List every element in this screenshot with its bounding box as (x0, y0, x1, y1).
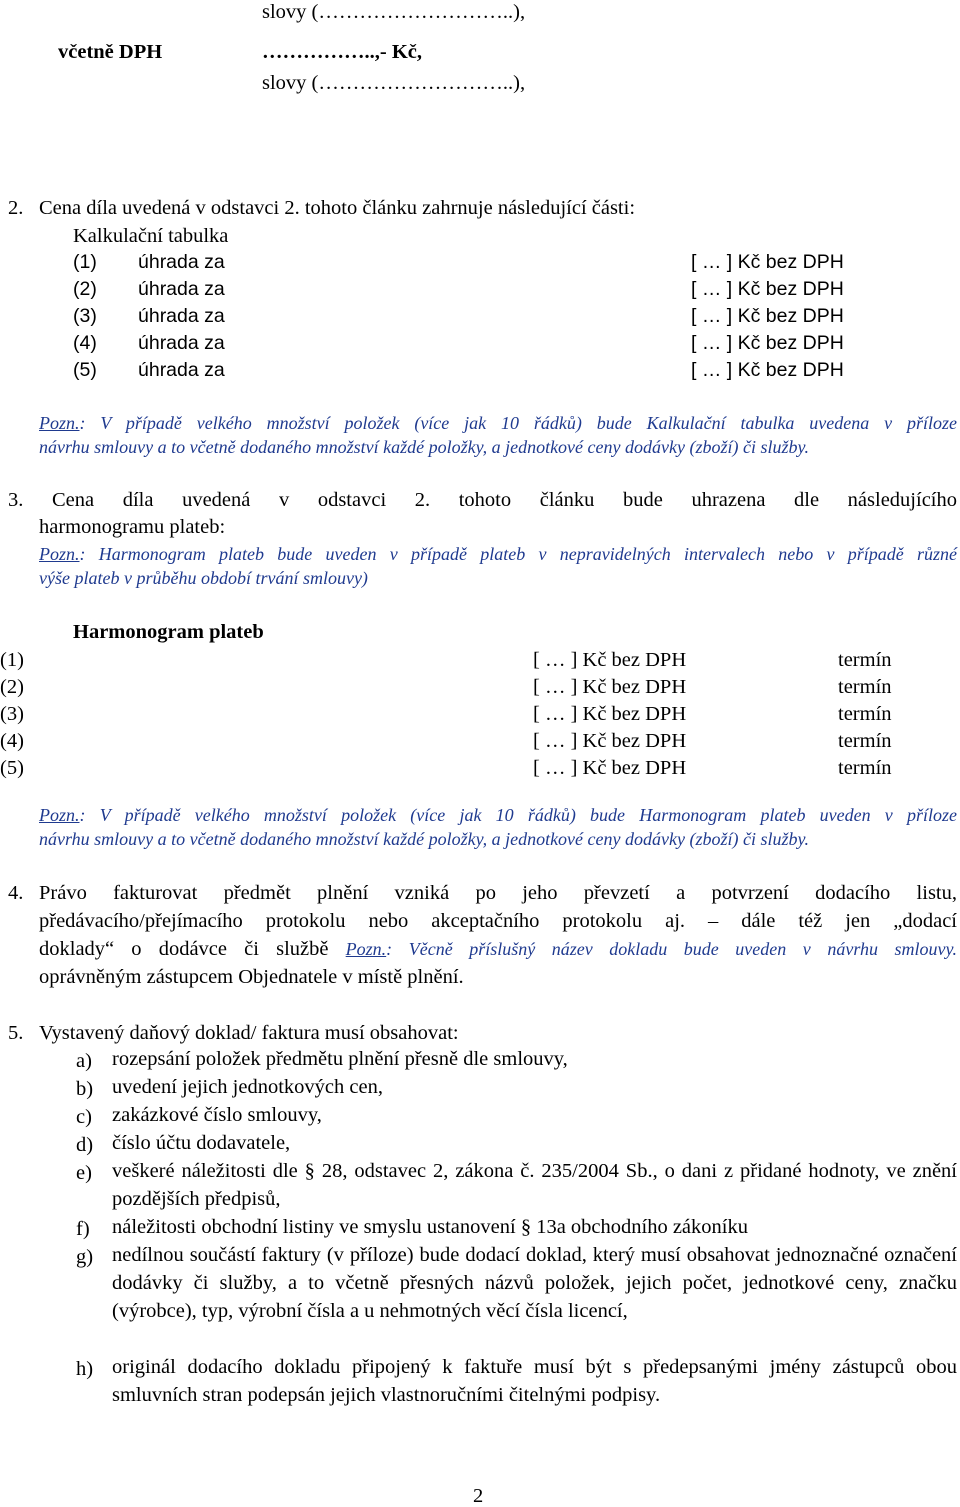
list-item-letter: f) (76, 1218, 90, 1240)
schedule-row-value: [ … ] Kč bez DPH (533, 649, 687, 671)
schedule-row-value: [ … ] Kč bez DPH (533, 730, 687, 752)
section-4-line-4: oprávněným zástupcem Objednatele v místě plnění. (39, 966, 464, 988)
schedule-row-term: termín (838, 730, 892, 752)
incl-vat-amount: ……………..,- Kč, (262, 41, 422, 63)
calc-row-value: [ … ] Kč bez DPH (691, 359, 844, 381)
calc-row-num: (2) (73, 278, 97, 300)
section-5-number: 5. (8, 1022, 24, 1044)
calc-row-num: (5) (73, 359, 97, 381)
schedule-row-term: termín (838, 649, 892, 671)
list-item-letter: d) (76, 1134, 94, 1156)
list-item-letter: b) (76, 1078, 94, 1100)
calc-row-label: úhrada za (138, 305, 225, 327)
section-3-line-2: harmonogramu plateb: (39, 516, 226, 538)
calc-note-line-1: Pozn.: V případě velkého množství položek (více jak 10 řádků) bude Kalkulační tabulka uvedena v příloze (39, 413, 957, 433)
schedule-row-term: termín (838, 703, 892, 725)
section-2-number: 2. (8, 197, 24, 219)
note-label: Pozn. (345, 939, 387, 959)
note-label: Pozn. (39, 805, 80, 825)
schedule-note2-line-1: Pozn.: V případě velkého množství položek (více jak 10 řádků) bude Harmonogram plateb uveden v příloze (39, 805, 957, 825)
calc-row-value: [ … ] Kč bez DPH (691, 251, 844, 273)
schedule-row-num: (2) (0, 676, 24, 698)
schedule-title: Harmonogram plateb (73, 621, 264, 643)
calc-row-value: [ … ] Kč bez DPH (691, 278, 844, 300)
calc-row-value: [ … ] Kč bez DPH (691, 332, 844, 354)
schedule-row-value: [ … ] Kč bez DPH (533, 703, 687, 725)
schedule-row-value: [ … ] Kč bez DPH (533, 757, 687, 779)
list-item-letter: c) (76, 1106, 92, 1128)
calc-note-line-2: návrhu smlouvy a to včetně dodaného množství každé položky, a jednotkové ceny dodávky (zboží) či služby. (39, 437, 809, 457)
section-3-line-1: 3. Cena díla uvedená v odstavci 2. tohoto článku bude uhrazena dle následujícího (8, 489, 957, 511)
list-item: uvedení jejich jednotkových cen, (112, 1076, 383, 1098)
list-item: rozepsání položek předmětu plnění přesně dle smlouvy, (112, 1048, 568, 1070)
calc-row-num: (1) (73, 251, 97, 273)
list-item: náležitosti obchodní listiny ve smyslu ustanovení § 13a obchodního zákoníku (112, 1216, 748, 1238)
calc-table-title: Kalkulační tabulka (73, 225, 229, 247)
page-number: 2 (473, 1485, 484, 1507)
calc-row-label: úhrada za (138, 278, 225, 300)
list-item: nedílnou součástí faktury (v příloze) bude dodací doklad, který musí obsahovat jednoznačné označení dodávky či služby, a to včetně přesných názvů položek, jejich počet, jednotkové ceny, značku (výrobce), typ, výrobní čísla a u nehmotných věcí čísla licencí, (112, 1244, 957, 1322)
words-line-1: slovy (………………………..), (262, 1, 526, 23)
section-4-number: 4. (8, 882, 24, 904)
list-item: zakázkové číslo smlouvy, (112, 1104, 322, 1126)
list-item: veškeré náležitosti dle § 28, odstavec 2, zákona č. 235/2004 Sb., o dani z přidané hodnoty, ve znění pozdějších předpisů, (112, 1160, 957, 1210)
section-5-intro: Vystavený daňový doklad/ faktura musí obsahovat: (39, 1022, 459, 1044)
schedule-note-line-1: Pozn.: Harmonogram plateb bude uveden v případě plateb v nepravidelných intervalech nebo v případě různé (39, 544, 958, 564)
schedule-note2-line-2: návrhu smlouvy a to včetně dodaného množství každé položky, a jednotkové ceny dodávky (zboží) či služby. (39, 829, 809, 849)
section-2-text: Cena díla uvedená v odstavci 2. tohoto článku zahrnuje následující části: (39, 197, 636, 219)
list-item-letter: e) (76, 1162, 92, 1184)
schedule-row-value: [ … ] Kč bez DPH (533, 676, 687, 698)
note-label: Pozn. (39, 544, 80, 564)
schedule-row-num: (1) (0, 649, 24, 671)
calc-row-value: [ … ] Kč bez DPH (691, 305, 844, 327)
schedule-row-num: (3) (0, 703, 24, 725)
list-item-letter: h) (76, 1358, 94, 1380)
list-item: originál dodacího dokladu připojený k faktuře musí být s předepsanými jmény zástupců obou smluvních stran podepsán jejich vlastnoručními čitelnými podpisy. (112, 1356, 957, 1406)
schedule-row-term: termín (838, 676, 892, 698)
note-label: Pozn. (39, 413, 80, 433)
section-4-line-2: předávacího/přejímacího protokolu nebo akceptačního protokolu aj. – dále též jen „dodací (39, 910, 957, 932)
schedule-row-num: (5) (0, 757, 24, 779)
schedule-row-num: (4) (0, 730, 24, 752)
words-line-2: slovy (………………………..), (262, 72, 526, 94)
calc-row-label: úhrada za (138, 359, 225, 381)
calc-row-label: úhrada za (138, 332, 225, 354)
list-item-letter: a) (76, 1050, 92, 1072)
incl-vat-label: včetně DPH (58, 41, 163, 63)
calc-row-label: úhrada za (138, 251, 225, 273)
calc-row-num: (4) (73, 332, 97, 354)
list-item-letter: g) (76, 1246, 94, 1268)
list-item: číslo účtu dodavatele, (112, 1132, 291, 1154)
section-4-line-3: doklady“ o dodávce či službě Pozn.: Věcně příslušný název dokladu bude uveden v návrhu smlouvy. (39, 938, 958, 960)
calc-row-num: (3) (73, 305, 97, 327)
section-4-line-1: Právo fakturovat předmět plnění vzniká po jeho převzetí a potvrzení dodacího listu, (39, 882, 957, 904)
schedule-note-line-2: výše plateb v průběhu období trvání smlouvy) (39, 568, 368, 588)
schedule-row-term: termín (838, 757, 892, 779)
